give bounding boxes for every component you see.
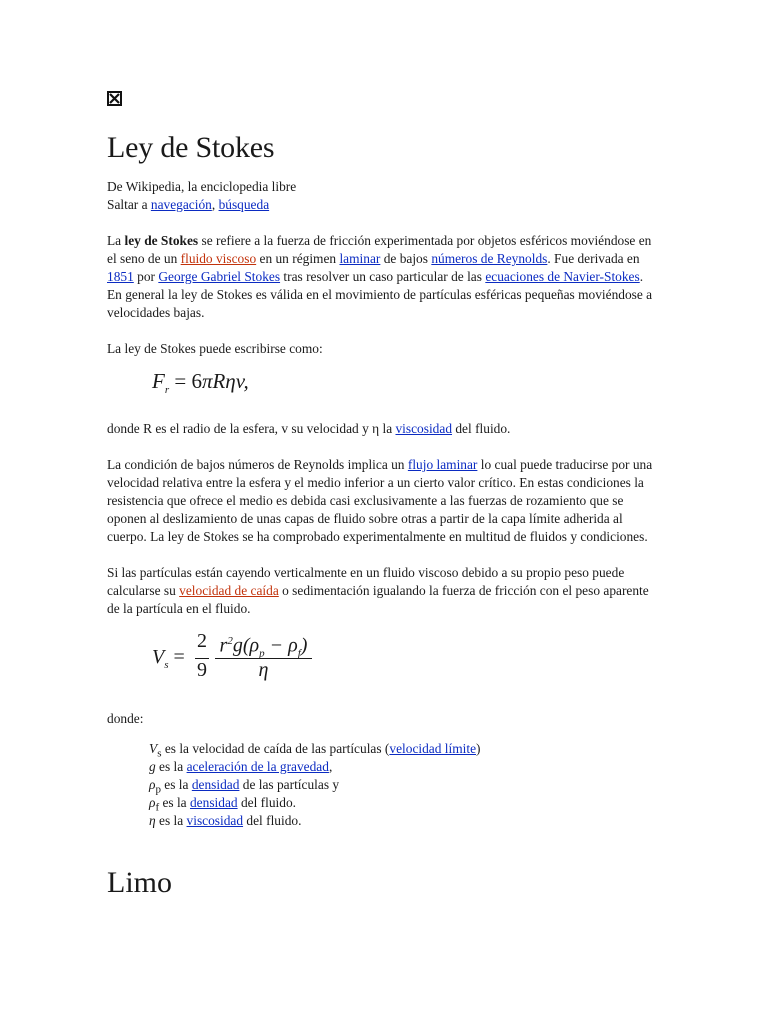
link-densidad[interactable]: densidad [189,795,238,810]
definition-item: $\rho_p$ es la densidad de las partículas y [149,777,340,796]
definition-list [149,740,659,830]
fraction-two-ninths: 2 9 [197,630,207,681]
condition-paragraph: La condición de bajos números de Reynolds implica un flujo laminar lo cual puede traducirse por una velocidad relativa entre la esfera y el medio inferior a un cierto valor crítico. En estas condiciones la resistencia que ofrece el medio es debida casi exclusivamente a las fuerzas de rozamiento que se oponen al deslizamiento de unas capas de fluido sobre otras a partir de la capa límite adherida al cuerpo. La ley de Stokes se ha comprobado experimentalmente en multitud de fluidos y condiciones. [107,457,653,544]
intro-paragraph: La ley de Stokes se refiere a la fuerza de fricción experimentada por objetos esféricos moviéndose en el seno de un fluido viscoso en un régimen laminar de bajos números de Reynolds. Fue derivada en 1851 por George Gabriel Stokes tras resolver un caso particular de las ecuaciones de Navier-Stokes. En general la ley de Stokes es válida en el movimiento de partículas esféricas pequeñas moviéndose a velocidades bajas. [107,233,653,320]
link-aceleracion-gravedad[interactable]: aceleración de la gravedad [186,759,329,774]
particles-paragraph: Si las partículas están cayendo verticalmente en un fluido viscoso debido a su propio peso puede calcularse su velocidad de caída o sedimentación igualando la fuerza de fricción con el peso aparente de la partícula en el fluido. [107,565,649,616]
link-velocidad-caida[interactable]: velocidad de caída [179,583,279,598]
settling-velocity-formula: $V_s$ = 2 9 $r^2g(\rho_p - \rho_f)$ η [152,632,659,692]
formula-intro: La ley de Stokes puede escribirse como: [107,341,323,356]
jump-links: Saltar a navegación, búsqueda [107,197,270,212]
definition-item: g es la aceleración de la gravedad, [149,759,333,774]
link-velocidad-limite[interactable]: velocidad límite [389,741,477,756]
link-densidad[interactable]: densidad [191,777,240,792]
link-busqueda[interactable]: búsqueda [218,197,270,212]
link-viscosidad[interactable]: viscosidad [186,813,244,828]
stokes-formula: $F_r = 6\pi R\eta v$, [152,369,249,397]
link-george-stokes[interactable]: George Gabriel Stokes [158,269,281,284]
fraction-main: $r^2g(\rho_p - \rho_f)$ η [215,632,312,679]
definition-item: $V_s$ es la velocidad de caída de las partículas (velocidad límite) [149,741,481,760]
link-navier-stokes[interactable]: ecuaciones de Navier-Stokes [485,269,640,284]
broken-image-icon [107,91,122,106]
link-fluido-viscoso[interactable]: fluido viscoso [180,251,257,266]
page-title: Ley de Stokes [107,131,275,164]
link-viscosidad[interactable]: viscosidad [395,421,453,436]
link-laminar[interactable]: laminar [339,251,381,266]
donde-label: donde: [107,711,144,726]
source-line: De Wikipedia, la enciclopedia libre [107,179,297,194]
link-1851[interactable]: 1851 [107,269,134,284]
article [107,88,659,901]
definition-item: $\rho_f$ es la densidad del fluido. [149,795,296,814]
bold-term: ley de Stokes [124,233,199,248]
link-numeros-reynolds[interactable]: números de Reynolds [431,251,548,266]
radius-paragraph: donde R es el radio de la esfera, v su velocidad y η la viscosidad del fluido. [107,421,511,436]
site-subtitle [107,178,659,214]
section-heading: Limo [107,866,172,899]
definition-item: η es la viscosidad del fluido. [149,813,302,828]
link-flujo-laminar[interactable]: flujo laminar [407,457,478,472]
link-navegacion[interactable]: navegación [150,197,212,212]
